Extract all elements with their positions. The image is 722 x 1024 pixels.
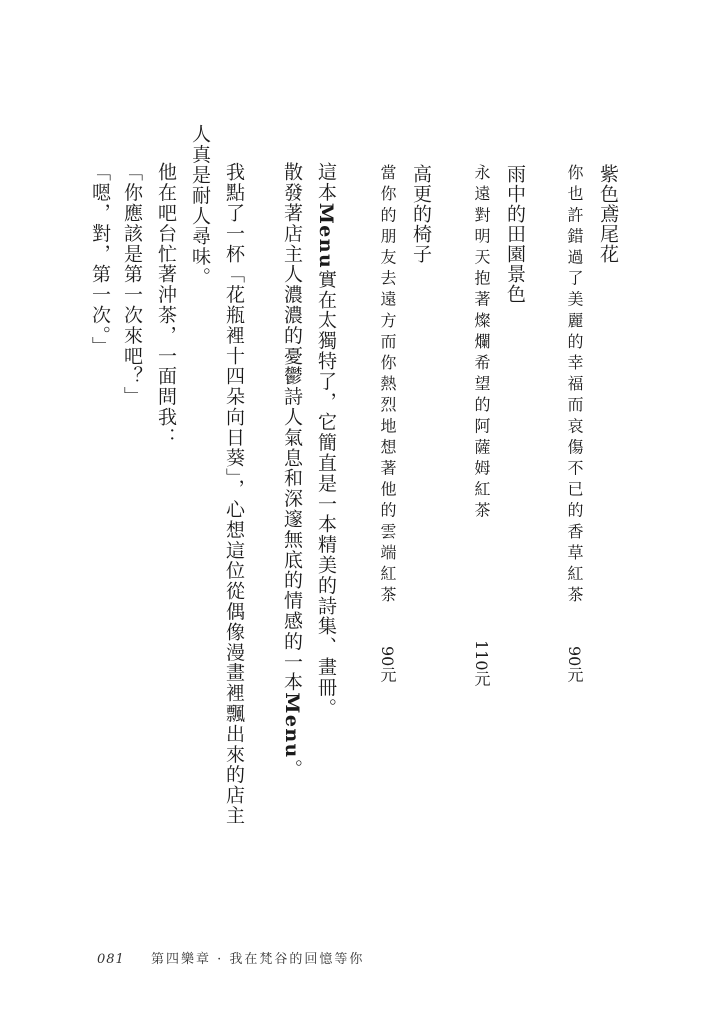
page-footer (97, 948, 364, 967)
prose-paragraph-1-line-1 (316, 162, 335, 718)
prose-paragraph-1-line-2 (282, 162, 301, 779)
menu-item-3-price: 90元 (378, 646, 397, 683)
prose-paragraph-5: 「嗯，對，第一次。」 (89, 162, 111, 357)
prose-paragraph-3: 他在吧台忙著沖茶，一面問我： (155, 162, 177, 448)
menu-item-1-description: 你也許錯過了美麗的幸福而哀傷不已的香草紅茶 (565, 164, 584, 608)
menu-item-2-description: 永遠對明天抱著燦爛希望的阿薩姆紅茶 (472, 164, 491, 523)
menu-item-2-name: 雨中的田園景色 (504, 164, 526, 304)
menu-item-1-name: 紫色鳶尾花 (597, 164, 619, 264)
prose-paragraph-4: 「你應該是第一次來吧？」 (121, 162, 143, 407)
prose-text: 實在太獨特了，它簡直是一本精美的詩集、畫冊。 (315, 269, 337, 718)
chapter-title: 第四樂章 · 我在梵谷的回憶等你 (150, 952, 365, 967)
prose-text: 。 (281, 758, 303, 780)
menu-word: Menu (315, 202, 337, 270)
menu-item-3-description: 當你的朋友去遠方而你熱烈地想著他的雲端紅茶 (378, 164, 397, 608)
menu-item-1-price: 90元 (565, 646, 584, 683)
page-number: 081 (97, 952, 125, 967)
prose-paragraph-2-line-1: 我點了一杯「花瓶裡十四朵向日葵」，心想這位從偶像漫畫裡飄出來的店主 (223, 162, 245, 826)
prose-text: 散發著店主人濃濃的憂鬱詩人氣息和深邃無底的情感的一本 (281, 162, 303, 693)
menu-item-2-price: 110元 (472, 640, 491, 687)
prose-text: 這本 (315, 162, 337, 203)
prose-paragraph-2-line-2: 人真是耐人尋味。 (189, 124, 211, 288)
menu-item-3-name: 高更的椅子 (410, 164, 432, 264)
menu-word: Menu (281, 692, 303, 759)
